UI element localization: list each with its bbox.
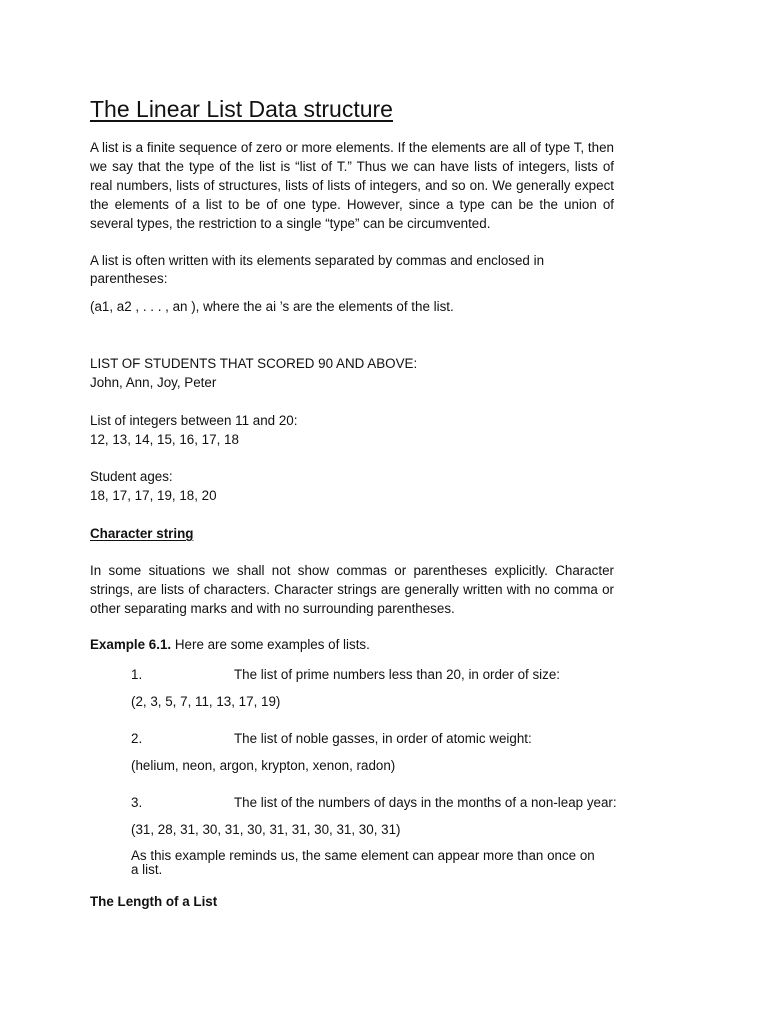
example-label: Example 6.1. bbox=[90, 637, 172, 652]
example-intro: Here are some examples of lists. bbox=[171, 637, 370, 652]
list-heading-students: LIST OF STUDENTS THAT SCORED 90 AND ABOVE: bbox=[90, 356, 418, 371]
notation-example: (a1, a2 , . . . , an ), where the ai ’s are the elements of the list. bbox=[90, 299, 454, 314]
page-title: The Linear List Data structure bbox=[90, 96, 393, 122]
example-value-1: (2, 3, 5, 7, 11, 13, 17, 19) bbox=[131, 694, 281, 709]
character-string-paragraph bbox=[90, 561, 614, 618]
example-description-2: The list of noble gasses, in order of atomic weight: bbox=[234, 731, 532, 746]
character-string-heading: Character string bbox=[90, 526, 194, 541]
list-items-students: John, Ann, Joy, Peter bbox=[90, 375, 217, 390]
notation-paragraph-line-1: A list is often written with its elements separated by commas and enclosed in bbox=[90, 253, 545, 268]
reminder-line-2: a list. bbox=[131, 862, 163, 877]
example-number-3: 3. bbox=[131, 795, 143, 810]
example-number-1: 1. bbox=[131, 667, 143, 682]
notation-paragraph-line-2: parentheses: bbox=[90, 271, 168, 286]
character-string-paragraph-text: In some situations we shall not show commas or parentheses explicitly. Character strings, are lists of characters. Character strings are generally written with no comma or other separating marks and with no surrounding parentheses. bbox=[90, 563, 614, 616]
list-heading-integers: List of integers between 11 and 20: bbox=[90, 413, 298, 428]
example-line bbox=[90, 635, 370, 654]
list-heading-ages: Student ages: bbox=[90, 469, 173, 484]
example-number-2: 2. bbox=[131, 731, 143, 746]
example-value-2: (helium, neon, argon, krypton, xenon, radon) bbox=[131, 758, 396, 773]
reminder-line-1: As this example reminds us, the same element can appear more than once on bbox=[131, 848, 595, 863]
length-heading: The Length of a List bbox=[90, 894, 218, 909]
intro-paragraph-text: A list is a finite sequence of zero or more elements. If the elements are all of type T, then we say that the type of the list is “list of T.” Thus we can have lists of integers, lists of real numbers, lists of structures, lists of lists of integers, and so on. We generally expect the elements of a list to be of one type. However, since a type can be the union of several types, the restriction to a single “type” can be circumvented. bbox=[90, 140, 614, 231]
example-value-3: (31, 28, 31, 30, 31, 30, 31, 31, 30, 31, 30, 31) bbox=[131, 822, 401, 837]
list-items-integers: 12, 13, 14, 15, 16, 17, 18 bbox=[90, 432, 239, 447]
intro-paragraph bbox=[90, 138, 614, 233]
example-description-3: The list of the numbers of days in the months of a non-leap year: bbox=[234, 795, 617, 810]
list-items-ages: 18, 17, 17, 19, 18, 20 bbox=[90, 488, 217, 503]
example-description-1: The list of prime numbers less than 20, in order of size: bbox=[234, 667, 560, 682]
